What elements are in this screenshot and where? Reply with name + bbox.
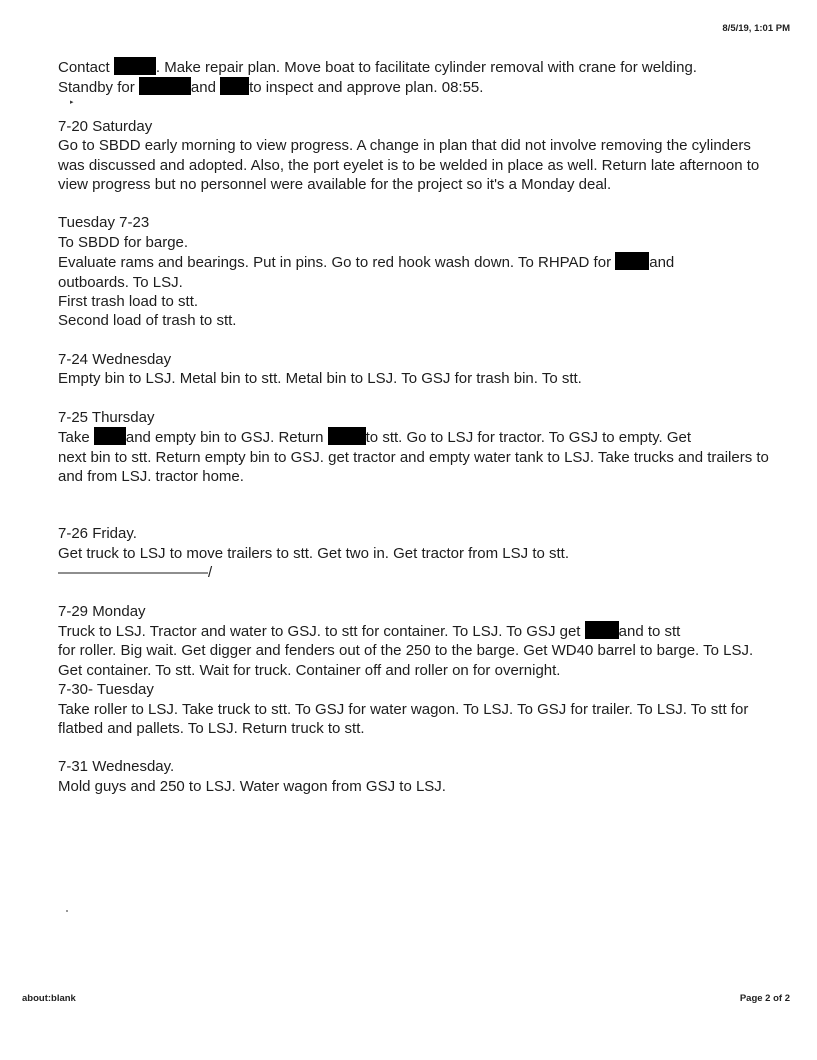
entry-7-30 [58, 680, 778, 738]
entry-line: First trash load to stt. [58, 293, 199, 311]
text: Evaluate rams and bearings. Put in pins. Go to red hook wash down. To RHPAD for [58, 254, 616, 272]
entry-date: 7-29 Monday [58, 602, 146, 620]
entry-body: Take roller to LSJ. Take truck to stt. To GSJ for water wagon. To LSJ. To GSJ for trailer. To LSJ. To stt for flatbed and pallets. To LSJ. Return truck to stt. [58, 700, 749, 737]
entry-line: outboards. To LSJ. [58, 273, 183, 291]
redaction-box [114, 57, 156, 75]
redaction-box [94, 427, 126, 445]
entry-date: 7-30- Tuesday [58, 681, 154, 699]
redaction-box [328, 427, 366, 445]
page-number: Page 2 of 2 [739, 993, 790, 1004]
text: Truck to LSJ. Tractor and water to GSJ. to stt for container. To LSJ. To GSJ get [58, 622, 585, 640]
redaction-box [585, 621, 619, 639]
entry-body: Mold guys and 250 to LSJ. Water wagon from GSJ to LSJ. [58, 777, 446, 795]
print-datetime: 8/5/19, 1:01 PM [722, 23, 790, 34]
entry-line [58, 621, 778, 641]
entry-contact [58, 57, 778, 98]
footer-url: about:blank [22, 993, 76, 1004]
text: Contact [58, 59, 114, 76]
text: and empty bin to GSJ. Return [125, 429, 328, 447]
entry-body: Go to SBDD early morning to view progress. A change in plan that did not involve removing the cylinders was discussed and adopted. Also, the port eyelet is to be welded in place as well. Return late afternoon to view progress but no personnel were available for the project so it's a Monday deal. [58, 137, 760, 194]
entry-body: Empty bin to LSJ. Metal bin to stt. Metal bin to LSJ. To GSJ for trash bin. To stt. [58, 370, 582, 388]
entry-7-31 [58, 757, 778, 796]
entry-date: 7-24 Wednesday [58, 350, 172, 368]
entry-line [58, 427, 778, 447]
text: Take [58, 429, 94, 447]
entry-date: 7-20 Saturday [58, 117, 153, 135]
entry-line [58, 252, 778, 272]
entry-7-26 [58, 524, 778, 582]
redaction-box [615, 252, 649, 270]
text: and [190, 79, 221, 97]
entry-line [58, 77, 778, 97]
log-content [58, 57, 778, 796]
entry-7-23 [58, 213, 778, 330]
text: to inspect and approve plan. 08:55. [249, 79, 484, 97]
entry-7-20 [58, 117, 778, 195]
entry-date: Tuesday 7-23 [58, 214, 150, 232]
text: Standby for [58, 79, 139, 97]
text: and to stt [618, 622, 681, 640]
entry-line: To SBDD for barge. [58, 233, 189, 251]
entry-body: Get truck to LSJ to move trailers to stt. Get two in. Get tractor from LSJ to stt. [58, 544, 570, 562]
entry-line [58, 57, 778, 77]
redaction-box [139, 77, 191, 95]
entry-7-24 [58, 350, 778, 389]
stray-mark-icon: ▸ [70, 99, 74, 106]
entry-line: Second load of trash to stt. [58, 312, 237, 330]
text: . Make repair plan. Move boat to facilitate cylinder removal with crane for welding. [155, 59, 697, 76]
entry-date: 7-25 Thursday [58, 408, 155, 426]
entry-body: for roller. Big wait. Get digger and fenders out of the 250 to the barge. Get WD40 barrel to barge. To LSJ. Get container. To stt. Wait for truck. Container off and roller on for overnight. [58, 642, 754, 679]
entry-date: 7-31 Wednesday. [58, 758, 175, 776]
text: to stt. Go to LSJ for tractor. To GSJ to empty. Get [365, 429, 692, 447]
text: and [649, 254, 675, 272]
entry-body: next bin to stt. Return empty bin to GSJ. get tractor and empty water tank to LSJ. Take trucks and trailers to and from LSJ. tractor home. [58, 448, 769, 485]
redaction-box [220, 77, 249, 95]
entry-7-25 [58, 408, 778, 487]
entry-7-29 [58, 602, 778, 681]
entry-date: 7-26 Friday. [58, 525, 137, 543]
separator-line: ——————————/ [58, 564, 213, 582]
stray-dot [66, 910, 68, 912]
